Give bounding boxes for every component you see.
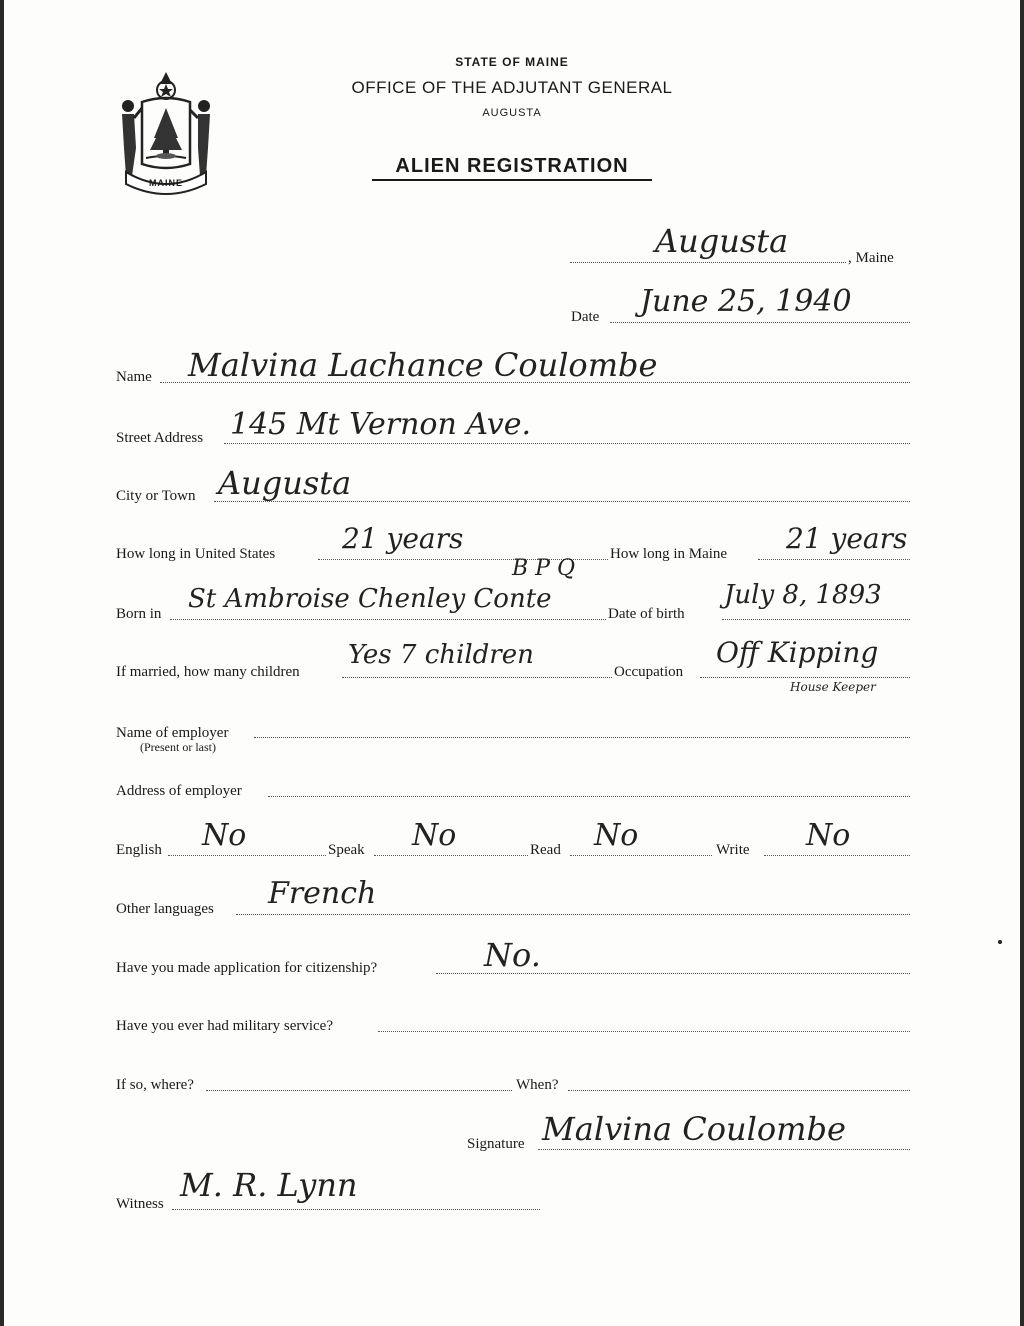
when-label: When? <box>516 1077 559 1093</box>
date-line <box>610 322 910 323</box>
how-long-maine-line <box>758 559 910 560</box>
english-line <box>168 855 326 856</box>
city-label: City or Town <box>116 488 196 504</box>
speak-line <box>374 855 528 856</box>
write-line <box>764 855 910 856</box>
state-seal-icon <box>112 68 220 196</box>
if-so-where-line <box>206 1090 512 1091</box>
occupation-line <box>700 677 910 678</box>
read-line <box>570 855 712 856</box>
born-in-line <box>170 619 606 620</box>
date-of-birth-value: July 8, 1893 <box>724 580 882 610</box>
military-label: Have you ever had military service? <box>116 1018 333 1034</box>
witness-line <box>172 1209 540 1210</box>
citizenship-label: Have you made application for citizenship? <box>116 960 378 976</box>
header-city: AUGUSTA <box>482 107 542 119</box>
place-value: Augusta <box>655 222 789 260</box>
read-label: Read <box>530 842 561 858</box>
header-office: OFFICE OF THE ADJUTANT GENERAL <box>351 78 673 97</box>
signature-value: Malvina Coulombe <box>542 1110 846 1148</box>
date-of-birth-label: Date of birth <box>608 606 685 622</box>
street-address-value: 145 Mt Vernon Ave. <box>230 407 532 442</box>
born-in-label: Born in <box>116 606 162 622</box>
occupation-label: Occupation <box>614 664 684 680</box>
paper-speck <box>998 940 1002 944</box>
write-label: Write <box>716 842 750 858</box>
employer-address-line <box>268 796 910 797</box>
witness-value: M. R. Lynn <box>180 1166 358 1204</box>
occupation-note: House Keeper <box>790 680 876 694</box>
date-value: June 25, 1940 <box>640 284 852 319</box>
write-value: No <box>806 818 851 853</box>
date-label: Date <box>571 309 600 325</box>
citizenship-value: No. <box>484 936 541 974</box>
street-address-label: Street Address <box>116 430 204 446</box>
other-languages-label: Other languages <box>116 901 214 917</box>
how-long-maine-value: 21 years <box>786 522 908 555</box>
married-children-value: Yes 7 children <box>348 640 534 670</box>
city-value: Augusta <box>218 464 352 502</box>
speak-value: No <box>412 818 457 853</box>
how-long-us-label: How long in United States <box>116 546 276 562</box>
english-value: No <box>202 818 247 853</box>
signature-line <box>538 1149 910 1150</box>
occupation-value: Off Kipping <box>716 636 879 669</box>
read-value: No <box>594 818 639 853</box>
signature-label: Signature <box>467 1136 525 1152</box>
when-line <box>568 1090 910 1091</box>
employer-name-label: Name of employer <box>116 725 229 741</box>
name-value: Malvina Lachance Coulombe <box>188 346 658 384</box>
date-of-birth-line <box>722 619 910 620</box>
title-underline <box>372 179 652 181</box>
place-line <box>570 262 846 263</box>
how-long-maine-label: How long in Maine <box>610 546 728 562</box>
other-languages-value: French <box>268 876 377 911</box>
military-line <box>378 1031 910 1032</box>
header-state: STATE OF MAINE <box>455 55 569 69</box>
married-children-label: If married, how many children <box>116 664 300 680</box>
witness-label: Witness <box>116 1196 164 1212</box>
street-address-line <box>224 443 910 444</box>
employer-name-line <box>254 737 910 738</box>
how-long-us-value: 21 years <box>342 522 464 555</box>
born-in-value: St Ambroise Chenley Conte <box>188 584 552 614</box>
employer-name-note: (Present or last) <box>140 740 216 754</box>
name-label: Name <box>116 369 152 385</box>
married-children-line <box>342 677 612 678</box>
form-title: ALIEN REGISTRATION <box>395 155 629 177</box>
other-languages-line <box>236 914 910 915</box>
if-so-where-label: If so, where? <box>116 1077 194 1093</box>
maine-suffix-label: , Maine <box>848 250 894 266</box>
employer-address-label: Address of employer <box>116 783 242 799</box>
seal-lettering: MAINE <box>149 178 183 188</box>
born-in-annotation: B P Q <box>512 556 575 581</box>
speak-label: Speak <box>328 842 365 858</box>
english-label: English <box>116 842 162 858</box>
